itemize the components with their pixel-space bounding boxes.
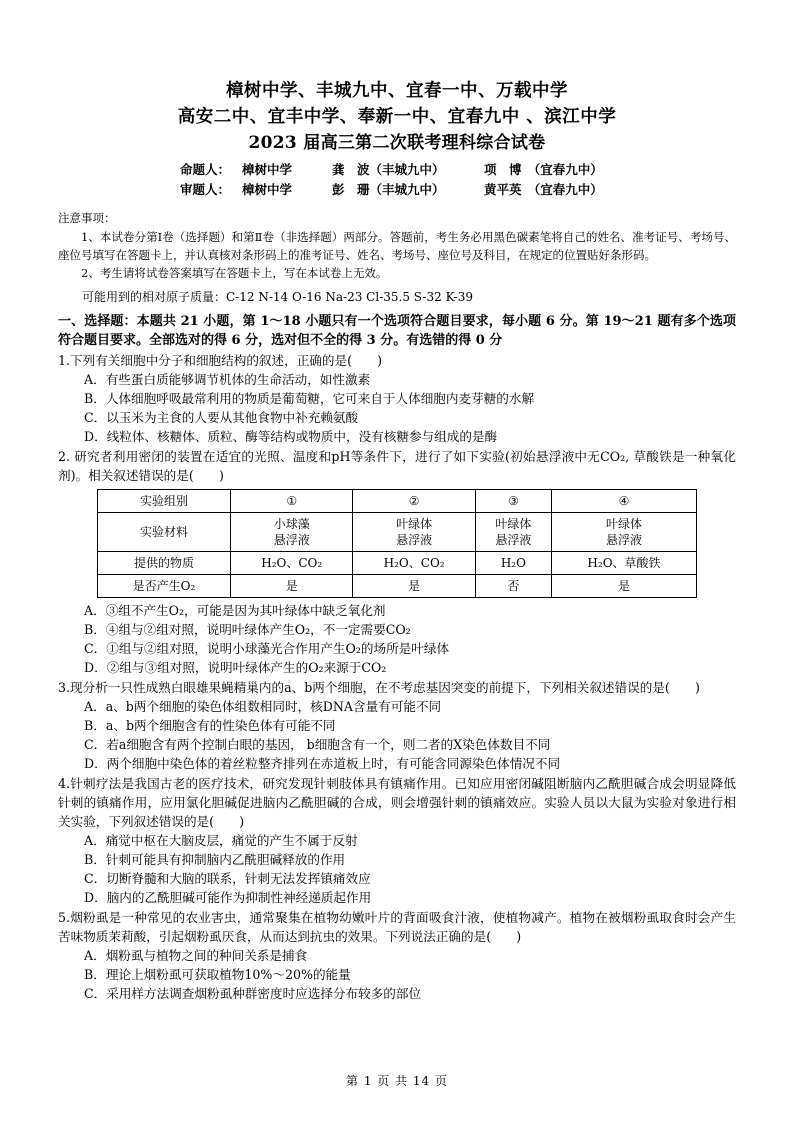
school-line-2: 高安二中、宜丰中学、奉新一中、宜春九中 、滨江中学 [177,107,617,127]
credit-label-reviewer: 审题人： [179,182,230,197]
question-1-option-c: C．以玉米为主食的人要从其他食物中补充赖氨酸 [84,410,359,425]
school-line-1: 樟树中学、丰城九中、宜春一中、万载中学 [226,81,568,101]
exp-oxygen-3: 否 [475,575,551,598]
question-3-option-d: D．两个细胞中染色体的着丝粒整齐排列在赤道板上时，有可能含同源染色体情况不同 [84,756,561,771]
question-3-option-b: B．a、b两个细胞含有的性染色体有可能不同 [84,718,336,733]
question-1-option-d: D．线粒体、核糖体、质粒、酶等结构或物质中，没有核糖参与组成的是酶 [84,429,498,444]
paper-header [58,78,736,199]
experiment-table [97,489,697,598]
question-4-option-d: D．脑内的乙酰胆碱可能作为抑制性神经递质起作用 [84,890,372,905]
exp-row-header-substance: 提供的物质 [98,552,231,575]
notes-block [58,209,736,282]
exp-substance-2: H₂O、CO₂ [353,552,475,575]
exp-row-header-material: 实验材料 [98,513,231,552]
question-5-option-b: B．理论上烟粉虱可获取植物10%～20%的能量 [84,967,351,982]
question-1-option-a: A．有些蛋白质能够调节机体的生命活动，如性激素 [84,372,371,387]
exp-group-4: ④ [551,490,696,513]
paper-title: 2023 届高三第二次联考理科综合试卷 [248,133,546,153]
question-4-option-c: C．切断脊髓和大脑的联系，针刺无法发挥镇痛效应 [84,871,371,886]
exp-oxygen-1: 是 [231,575,353,598]
question-2-option-d: D．②组与③组对照，说明叶绿体产生的O₂来源于CO₂ [84,660,387,675]
table-row [98,513,697,552]
question-2-option-a: A．③组不产生O₂，可能是因为其叶绿体中缺乏氧化剂 [84,603,386,618]
question-2-stem: 2. 研究者利用密闭的装置在适宜的光照、温度和pH等条件下，进行了如下实验(初始悬浮液中无CO₂, 草酸铁是一种氧化剂)。相关叙述错误的是( ) [58,449,736,483]
exp-material-3: 叶绿体 悬浮液 [475,513,551,552]
credit-reviewer-person-2: 黄平英 （宜春九中） [484,182,603,197]
question-5-stem: 5.烟粉虱是一种常见的农业害虫，通常聚集在植物幼嫩叶片的背面吸食汁液，使植物减产。植物在被烟粉虱取食时会产生苦味物质茉莉酸，引起烟粉虱厌食，从而达到抗虫的效果。下列说法正确的是( ) [58,910,736,944]
question-4-option-a: A．痛觉中枢在大脑皮层，痛觉的产生不属于反射 [84,833,358,848]
question-1-option-b: B．人体细胞呼吸最常利用的物质是葡萄糖，它可来自于人体细胞内麦芽糖的水解 [84,391,535,406]
exp-material-2: 叶绿体 悬浮液 [353,513,475,552]
exp-row-header-oxygen: 是否产生O₂ [98,575,231,598]
question-3-stem: 3.现分析一只性成熟白眼雄果蝇精巢内的a、b两个细胞，在不考虑基因突变的前提下，下列相关叙述错误的是( ) [58,680,700,695]
credit-row-reviewer [174,179,620,199]
question-5 [58,908,736,946]
exp-material-1: 小球藻 悬浮液 [231,513,353,552]
question-4-option-b: B．针刺可能具有抑制脑内乙酰胆碱释放的作用 [84,852,346,867]
table-row [98,552,697,575]
exp-oxygen-4: 是 [551,575,696,598]
credit-setter-person-1: 龚 波（丰城九中） [332,162,445,177]
exp-group-1: ① [231,490,353,513]
page-footer: 第 1 页 共 14 页 [346,1074,448,1088]
question-4-stem: 4.针刺疗法是我国古老的医疗技术，研究发现针刺肢体具有镇痛作用。已知应用密闭碱阻断脑内乙酰胆碱合成会明显降低针刺的镇痛作用，应用氯化胆碱促进脑内乙酰胆碱的合成，则会增强针刺的镇痛效应。实验人员以大鼠为实验对象进行相关实验，下列叙述错误的是( ) [58,776,736,829]
table-row [98,575,697,598]
question-2 [58,447,736,485]
question-5-option-a: A．烟粉虱与植物之间的种间关系是捕食 [84,948,308,963]
table-row [98,490,697,513]
notes-heading: 注意事项： [58,211,116,225]
note-item-1: 1、本试卷分第Ⅰ卷（选择题）和第Ⅱ卷（非选择题）两部分。答题前，考生务必用黑色碳素笔将自己的姓名、准考证号、考场号、座位号填写在答题卡上，并认真核对条形码上的准考证号、姓名、考场号、座位号及科目，在规定的位置贴好条形码。 [58,230,736,262]
exp-oxygen-2: 是 [353,575,475,598]
note-item-2: 2、考生请将试卷答案填写在答题卡上，写在本试卷上无效。 [81,266,388,280]
question-3-option-c: C．若a细胞含有两个控制白眼的基因， b细胞含有一个，则二者的X染色体数目不同 [84,737,551,752]
question-1-stem: 1.下列有关细胞中分子和细胞结构的叙述，正确的是( ) [58,353,383,368]
question-3 [58,678,736,697]
exp-substance-1: H₂O、CO₂ [231,552,353,575]
credit-reviewer-school: 樟树中学 [242,182,293,197]
credit-row-setter [174,159,620,179]
question-2-option-c: C．①组与②组对照，说明小球藻光合作用产生O₂的场所是叶绿体 [84,641,450,656]
exp-substance-4: H₂O、草酸铁 [551,552,696,575]
exp-group-3: ③ [475,490,551,513]
question-5-option-c: C．采用样方法调查烟粉虱种群密度时应选择分布较多的部位 [84,986,422,1001]
relative-atomic-mass-line: 可能用到的相对原子质量：C-12 N-14 O-16 Na-23 Cl-35.5 S-32 K-39 [82,290,473,304]
question-4 [58,774,736,831]
question-1 [58,351,736,370]
credit-reviewer-person-1: 彭 珊（丰城九中） [332,182,445,197]
credits-table [174,159,620,199]
section-heading-choice: 一、选择题：本题共 21 小题，第 1～18 小题只有一个选项符合题目要求，每小题 6 分。第 19～21 题有多个选项符合题目要求。全部选对的得 6 分，选对但不全的得 3 分。有选错的得 0 分 [58,314,736,348]
credit-setter-person-2: 项 博 （宜春九中） [484,162,603,177]
question-3-option-a: A．a、b两个细胞的染色体组数相同时，核DNA含量有可能不同 [84,699,442,714]
credit-setter-school: 樟树中学 [242,162,293,177]
question-2-option-b: B．④组与②组对照，说明叶绿体产生O₂，不一定需要CO₂ [84,622,411,637]
exp-material-4: 叶绿体 悬浮液 [551,513,696,552]
credit-label-setter: 命题人： [179,162,230,177]
exp-row-header-group: 实验组别 [98,490,231,513]
exp-substance-3: H₂O [475,552,551,575]
exp-group-2: ② [353,490,475,513]
